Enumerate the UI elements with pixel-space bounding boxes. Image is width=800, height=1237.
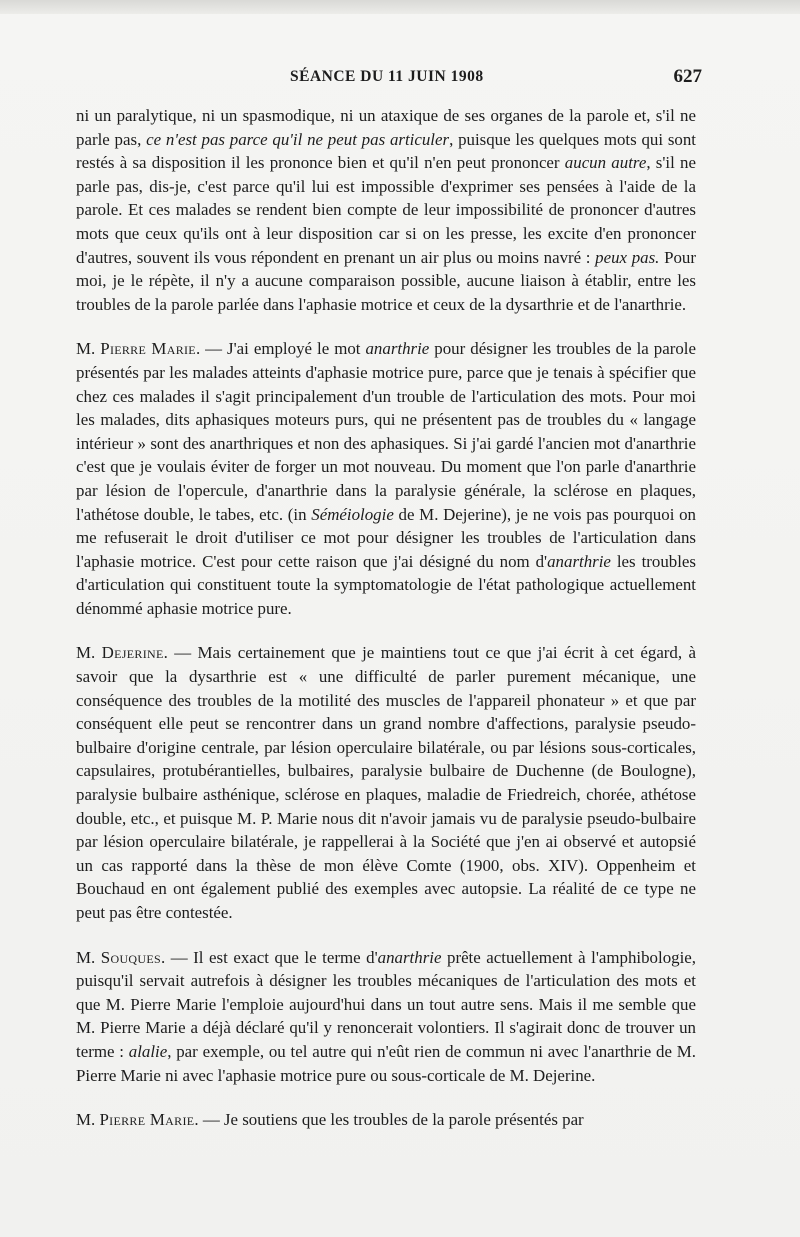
text-run: . — Il est exact que le terme d' bbox=[160, 947, 378, 967]
text-run: . — J'ai employé le mot bbox=[195, 339, 366, 359]
italic-run: peux pas. bbox=[595, 247, 660, 267]
page-number: 627 bbox=[673, 66, 702, 87]
text-run: . — Je soutiens que les troubles de la parole présentés par bbox=[194, 1110, 584, 1130]
text-run: . — Mais certainement que je maintiens tout ce que j'ai écrit à cet égard, à savoir que la dysarthrie est « une difficulté de parler purement mécanique, une conséquence des troubles de la motilité des muscles de l'appareil phonateur » et que par conséquent elle peut se rencontrer dans un grand nombre d'affections, paralysie pseudo-bulbaire d'origine centrale, par lésion operculaire bilatérale, ou par lésions sous-corticales, capsulaires, protubérantielles, bulbaires, paralysie bulbaire de Duchenne (de Boulogne), paralysie bulbaire asthénique, sclérose en plaques, maladie de Friedreich, chorée, athétose double, etc., et puisque M. P. Marie nous dit n'avoir jamais vu de paralysie pseudo-bulbaire par lésion operculaire bilatérale, je rappellerai à la Société que j'en ai observé et autopsié un cas rapporté dans la thèse de mon élève Comte (1900, obs. XIV). Oppenheim et Bouchaud en ont également publié des exemples avec autopsie. La réalité de ce type ne peut pas être contestée. bbox=[76, 643, 697, 922]
text-run: , par exemple, ou tel autre qui n'eût rien de commun ni avec l'anarthrie de M. Pierre Marie ni avec l'aphasie motrice pure ou sous-corticale de M. Dejerine. bbox=[76, 1041, 696, 1085]
text-run: M. bbox=[76, 339, 101, 359]
paragraph bbox=[76, 104, 696, 316]
text-run: M. bbox=[76, 1110, 100, 1130]
speaker-name: Souques bbox=[100, 947, 161, 967]
speaker-name: Pierre Marie bbox=[100, 339, 196, 359]
italic-run: ce n'est pas parce qu'il ne peut pas articuler bbox=[146, 129, 450, 149]
speaker-name: Dejerine bbox=[101, 643, 164, 663]
italic-run: anarthrie bbox=[547, 551, 611, 571]
paragraph bbox=[76, 1108, 696, 1132]
body-text bbox=[76, 104, 696, 1153]
text-run: , puisque les quelques mots qui sont restés à sa disposition il les prononce bien et qu'il n'en peut prononcer bbox=[76, 129, 696, 173]
italic-run: Séméiologie bbox=[311, 504, 394, 524]
text-run: prête actuellement à l'amphibologie, puisqu'il servait autrefois à désigner les troubles mécaniques de l'articulation des mots et que M. Pierre Marie l'emploie aujourd'hui dans un tout autre sens. Mais il me semble que M. Pierre Marie a déjà déclaré qu'il y renoncerait volontiers. Il s'agirait donc de trouver un terme : bbox=[76, 947, 696, 1061]
text-run: les troubles d'articulation qui constituent toute la symptomatologie de l'état pathologique actuellement dénommé aphasie motrice pure. bbox=[76, 551, 696, 618]
italic-run: anarthrie bbox=[377, 947, 442, 967]
scan-top-edge bbox=[0, 0, 800, 14]
italic-run: alalie bbox=[128, 1041, 168, 1061]
text-run: M. bbox=[76, 643, 102, 663]
text-run: , s'il ne parle pas, dis-je, c'est parce qu'il lui est impossible d'exprimer ses pensées à l'aide de la parole. Et ces malades se rendent bien compte de leur impossibilité de prononcer d'autres mots que ceux qu'ils ont à leur disposition car si on les presse, les excite d'en prononcer d'autres, souvent ils vous répondent en prenant un air plus ou moins navré : bbox=[76, 153, 696, 267]
text-run: M. bbox=[76, 947, 101, 967]
text-run: ni un paralytique, ni un spasmodique, ni un ataxique de ses organes de la parole et, s'il ne parle pas, bbox=[76, 106, 696, 149]
text-run: pour désigner les troubles de la parole présentés par les malades atteints d'aphasie motrice pure, parce que je tenais à spécifier que chez ces malades il s'agit principalement d'un trouble de l'articulation des mots. Pour moi les malades, dits aphasiques moteurs purs, qui ne présentent pas de troubles du « langage intérieur » sont des anarthriques et non des aphasiques. Si j'ai gardé l'ancien mot d'anarthrie c'est que je voulais éviter de forger un mot nouveau. Du moment que l'on parle d'anarthrie par lésion de l'opercule, d'anarthrie dans la paralysie générale, la sclérose en plaques, l'athétose double, le tabes, etc. (in bbox=[76, 339, 696, 524]
speaker-name: Pierre Marie bbox=[99, 1110, 195, 1130]
page-header bbox=[290, 68, 702, 94]
text-run: Pour moi, je le répète, il n'y a aucune comparaison possible, aucune liaison à établir, entre les troubles de la parole parlée dans l'aphasie motrice et ceux de la dysarthrie et de l'anarthrie. bbox=[76, 247, 696, 314]
paragraph bbox=[76, 337, 696, 620]
text-run: de M. Dejerine), je ne vois pas pourquoi on me refuserait le droit d'utiliser ce mot pour désigner les troubles de l'articulation dans l'aphasie motrice. C'est pour cette raison que j'ai désigné du nom d' bbox=[76, 504, 696, 571]
italic-run: aucun autre bbox=[564, 153, 647, 173]
running-title: SÉANCE DU 11 JUIN 1908 bbox=[290, 68, 484, 85]
paragraph bbox=[76, 946, 696, 1088]
italic-run: anarthrie bbox=[365, 339, 430, 359]
paragraph bbox=[76, 641, 696, 924]
